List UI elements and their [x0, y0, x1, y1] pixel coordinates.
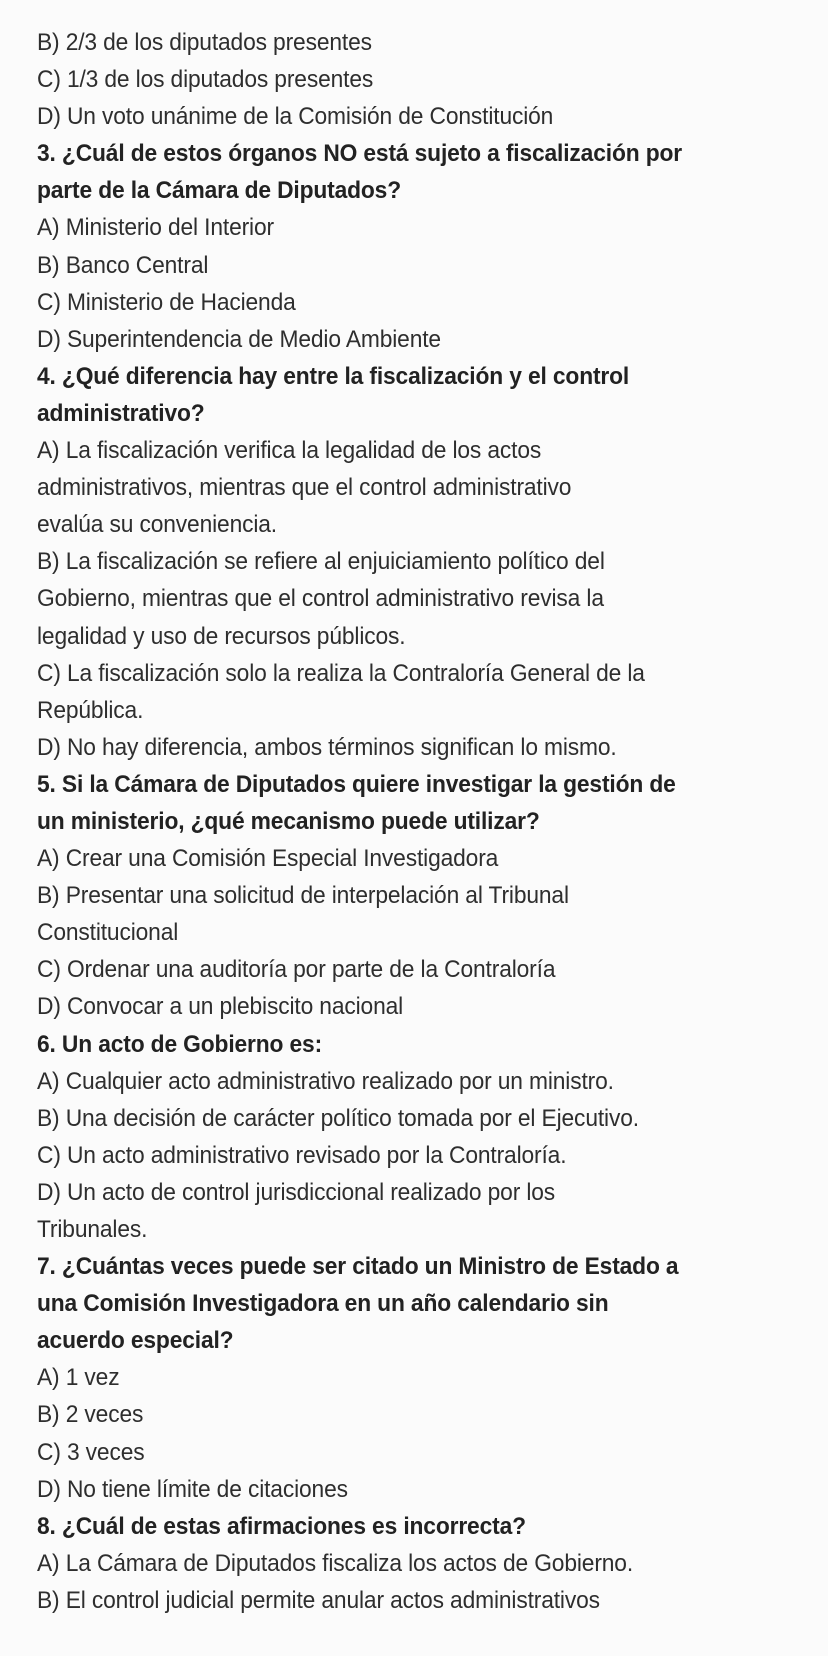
- option-text: C) La fiscalización solo la realiza la Contraloría General de la: [37, 659, 645, 687]
- option-text: D) Convocar a un plebiscito nacional: [37, 993, 404, 1021]
- option-text: C) Un acto administrativo revisado por la Contraloría.: [37, 1141, 567, 1169]
- option-text: A) La fiscalización verifica la legalidad de los actos: [37, 437, 542, 465]
- option-text: D) No hay diferencia, ambos términos significan lo mismo.: [37, 733, 617, 761]
- option-text: D) Un acto de control jurisdiccional realizado por los: [37, 1178, 556, 1206]
- option-text: B) Una decisión de carácter político tomada por el Ejecutivo.: [37, 1104, 639, 1132]
- question-text: 3. ¿Cuál de estos órganos NO está sujeto a fiscalización por: [37, 140, 682, 168]
- option-text: B) El control judicial permite anular actos administrativos: [37, 1586, 600, 1614]
- option-text: legalidad y uso de recursos públicos.: [37, 622, 406, 650]
- option-text: D) No tiene límite de citaciones: [37, 1475, 348, 1503]
- option-text: Tribunales.: [37, 1216, 148, 1243]
- question-text: administrativo?: [37, 399, 205, 427]
- option-text: A) La Cámara de Diputados fiscaliza los actos de Gobierno.: [37, 1549, 634, 1577]
- question-text: 8. ¿Cuál de estas afirmaciones es incorrecta?: [37, 1512, 526, 1540]
- option-text: A) Crear una Comisión Especial Investigadora: [37, 845, 499, 873]
- option-text: B) La fiscalización se refiere al enjuiciamiento político del: [37, 548, 605, 576]
- option-text: A) 1 vez: [37, 1364, 120, 1392]
- question-text: 7. ¿Cuántas veces puede ser citado un Ministro de Estado a: [37, 1253, 679, 1281]
- option-text: Gobierno, mientras que el control administrativo revisa la: [37, 585, 604, 613]
- option-text: República.: [37, 696, 144, 724]
- option-text: D) Un voto unánime de la Comisión de Constitución: [37, 103, 554, 131]
- question-text: 4. ¿Qué diferencia hay entre la fiscalización y el control: [37, 362, 630, 390]
- option-text: A) Cualquier acto administrativo realizado por un ministro.: [37, 1067, 614, 1095]
- question-text: parte de la Cámara de Diputados?: [37, 177, 401, 205]
- question-text: acuerdo especial?: [37, 1327, 234, 1355]
- option-text: C) Ministerio de Hacienda: [37, 288, 296, 316]
- option-text: A) Ministerio del Interior: [37, 214, 274, 242]
- question-text: 6. Un acto de Gobierno es:: [37, 1030, 323, 1058]
- option-text: C) 1/3 de los diputados presentes: [37, 66, 374, 94]
- question-text: una Comisión Investigadora en un año calendario sin: [37, 1290, 609, 1318]
- question-text: 5. Si la Cámara de Diputados quiere investigar la gestión de: [37, 770, 676, 798]
- option-text: B) Presentar una solicitud de interpelación al Tribunal: [37, 882, 569, 910]
- option-text: Constitucional: [37, 919, 179, 947]
- option-text: evalúa su conveniencia.: [37, 511, 277, 539]
- question-text: un ministerio, ¿qué mecanismo puede utilizar?: [37, 807, 540, 835]
- option-text: administrativos, mientras que el control administrativo: [37, 474, 572, 502]
- option-text: B) 2/3 de los diputados presentes: [37, 29, 372, 56]
- option-text: D) Superintendencia de Medio Ambiente: [37, 325, 441, 353]
- option-text: C) 3 veces: [37, 1438, 145, 1466]
- option-text: B) Banco Central: [37, 251, 209, 279]
- option-text: C) Ordenar una auditoría por parte de la Contraloría: [37, 956, 556, 984]
- option-text: B) 2 veces: [37, 1401, 144, 1429]
